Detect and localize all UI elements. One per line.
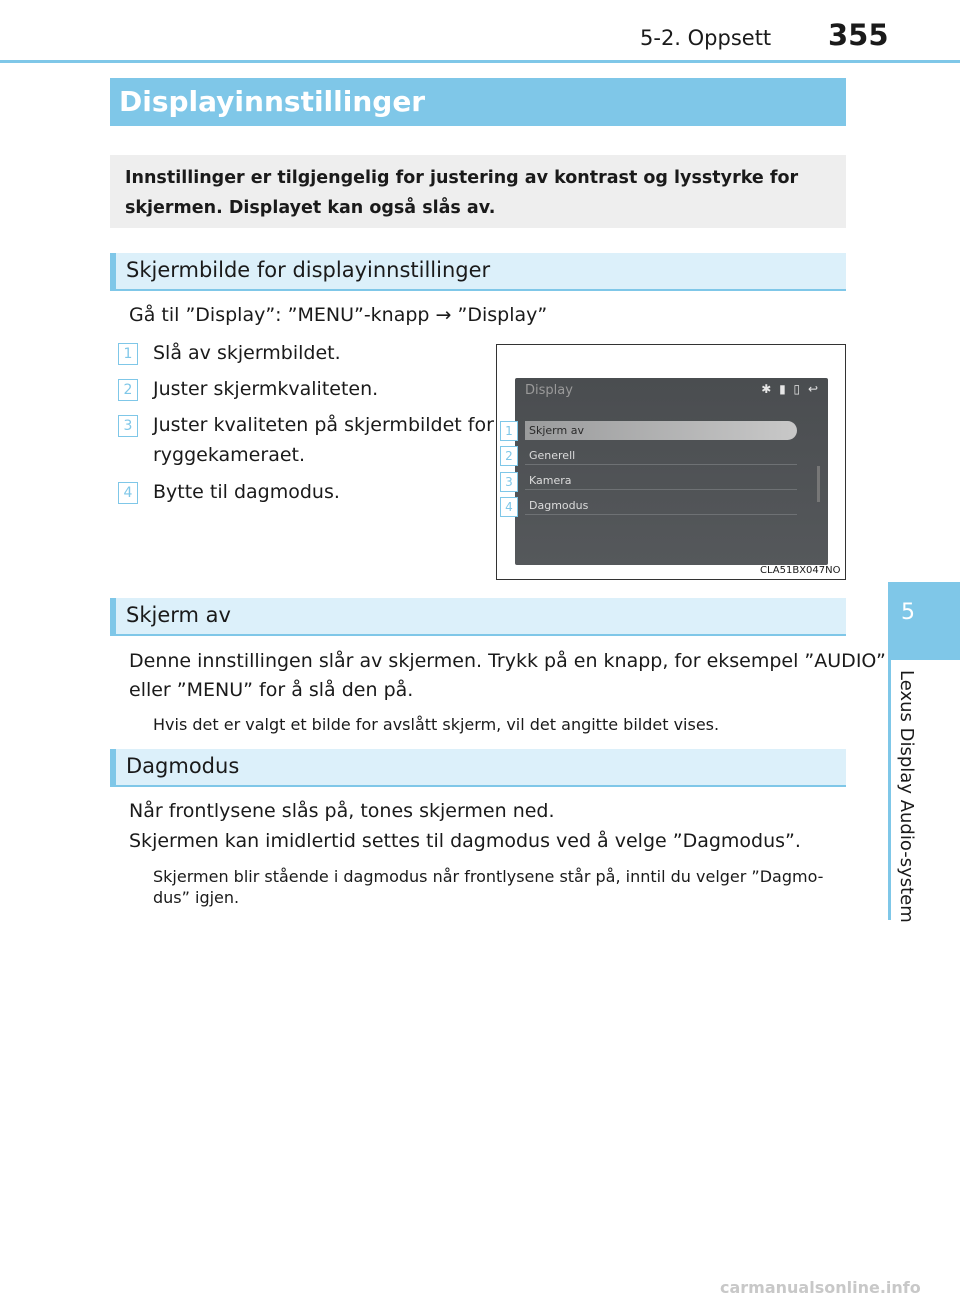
step-number-3: 3 (118, 415, 138, 437)
screen-title: Display (525, 383, 573, 398)
section-heading-dagmodus: Dagmodus (110, 749, 846, 787)
skjerm-av-body-line2: eller ”MENU” for å slå den på. (129, 679, 414, 701)
menu-item-skjerm-av[interactable]: Skjerm av (525, 421, 797, 440)
callout-1: 1 (500, 421, 518, 441)
callout-2: 2 (500, 446, 518, 466)
dagmodus-body-line1: Når frontlysene slås på, tones skjermen ned. (129, 800, 555, 822)
status-icons: ✱ ▮ ▯ ↩ (761, 382, 820, 396)
chapter-rule (888, 660, 891, 920)
callout-4: 4 (500, 497, 518, 517)
image-code: CLA51BX047NO (760, 565, 841, 576)
page-title: Displayinnstillinger (110, 78, 846, 126)
step-text-3-line1: Juster kvaliteten på skjermbildet for (153, 414, 494, 436)
intro-box: Innstillinger er tilgjengelig for justering av kontrast og lysstyrke for skjermen. Displayet kan også slås av. (110, 155, 846, 228)
header-rule (0, 60, 960, 63)
dagmodus-body-line2: Skjermen kan imidlertid settes til dagmodus ved å velge ”Dagmodus”. (129, 830, 801, 852)
step-text-4: Bytte til dagmodus. (153, 481, 340, 503)
step-text-3-line2: ryggekameraet. (153, 444, 306, 466)
navigation-path: Gå til ”Display”: ”MENU”-knapp → ”Display” (129, 304, 548, 326)
step-number-1: 1 (118, 343, 138, 365)
step-number-2: 2 (118, 379, 138, 401)
skjerm-av-note: Hvis det er valgt et bilde for avslått skjerm, vil det angitte bildet vises. (153, 715, 720, 734)
section-heading-screen: Skjermbilde for displayinnstillinger (110, 253, 846, 291)
section-label: 5-2. Oppsett (640, 26, 772, 50)
display-screen (515, 378, 828, 565)
menu-item-generell[interactable]: Generell (525, 446, 797, 465)
callout-3: 3 (500, 472, 518, 492)
step-text-1: Slå av skjermbildet. (153, 342, 341, 364)
skjerm-av-body-line1: Denne innstillingen slår av skjermen. Trykk på en knapp, for eksempel ”AUDIO” (129, 650, 886, 672)
page-number: 355 (828, 18, 889, 52)
footer-watermark: carmanualsonline.info (720, 1278, 921, 1297)
screen-scrollbar[interactable] (817, 466, 820, 502)
section-heading-skjerm-av: Skjerm av (110, 598, 846, 636)
menu-item-dagmodus[interactable]: Dagmodus (525, 496, 797, 515)
dagmodus-note-line1: Skjermen blir stående i dagmodus når frontlysene står på, inntil du velger ”Dagmo- (153, 867, 824, 886)
dagmodus-note-line2: dus” igjen. (153, 888, 240, 907)
chapter-title: Lexus Display Audio-system (896, 670, 917, 923)
chapter-number: 5 (901, 600, 915, 625)
step-number-4: 4 (118, 482, 138, 504)
chapter-tab (888, 582, 960, 660)
step-text-2: Juster skjermkvaliteten. (153, 378, 379, 400)
menu-item-kamera[interactable]: Kamera (525, 471, 797, 490)
